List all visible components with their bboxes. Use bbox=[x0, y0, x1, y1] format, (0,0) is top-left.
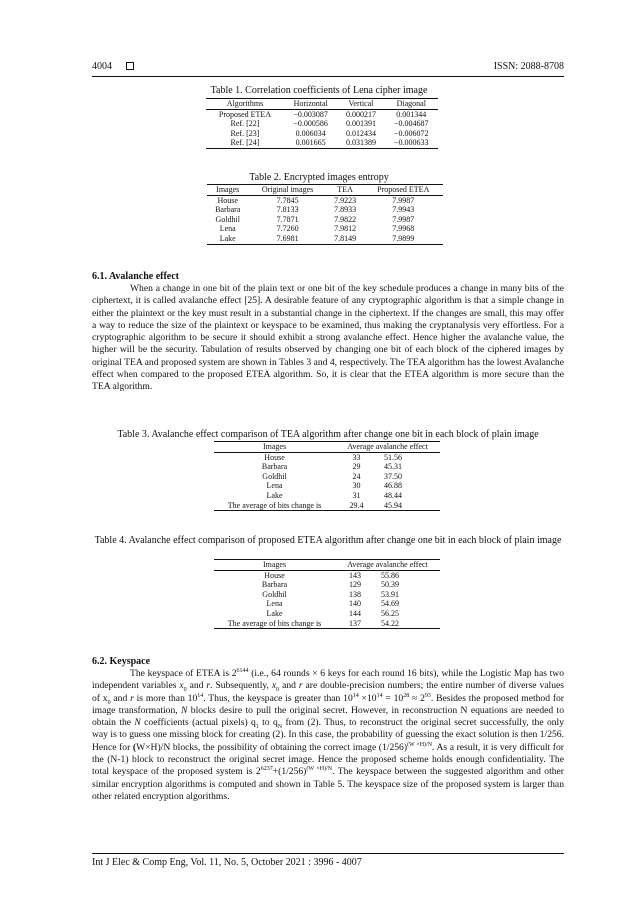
table-row bbox=[214, 491, 440, 501]
table-cell: 53.91 bbox=[381, 589, 400, 599]
table-cell: 0.001665 bbox=[284, 138, 337, 148]
table-cell: 29 bbox=[352, 462, 361, 472]
table3-header: Average avalanche effect bbox=[335, 442, 440, 453]
table-cell: Lena bbox=[266, 599, 283, 609]
section-6-2-paragraph: The keyspace of ETEA is $2^{6144}$ (i.e., 64 rounds × 6 keys for each round 16 bits), while the Logistic Map has two independent variables $x_0$ and r. Subsequently, $x_0$ and r are double-precision numbers; the entire number of diverse values of $x_0$ and r is more than $10^{14}$. Thus, the keyspace is greater than $10^{14} \times 10^{14} = 10^{28} \approx 2^{93}$. Besides the proposed method for image transformation, N blocks desire to pull the original secret. However, in reconstruction N equations are needed to obtain the N coefficients (actual pixels) $q_1$ to $q_N$ from (2). Thus, to reconstruct the original secret successfully, the only way is to guess one missing block for creating (2). In this case, the probability of guessing the exact solution is then 1/256. Hence for (W×H)/N blocks, the possibility of obtaining the correct image $(1/256)^{(W \times H)/N}$. As a result, it is very difficult for the (N-1) block to reconstruct the original secret image. Hence the proposed scheme holds enough confidentiality. The total keyspace of the proposed system is $2^{6237}+(1/256)^{(W \times H)/N}$. The keyspace between the suggested algorithm and other similar encryption algorithms is computed and shown in Table 5. The keyspace size of the proposed system is larger than other related encryption algorithms. bbox=[92, 667, 565, 802]
table-cell: 24 bbox=[352, 471, 361, 481]
table-cell: House bbox=[264, 452, 285, 462]
table-row bbox=[214, 580, 440, 590]
table3 bbox=[214, 441, 440, 511]
table-cell: Ref. [22] bbox=[230, 119, 260, 129]
table1-header: Diagonal bbox=[385, 99, 438, 110]
table-cell: 37.50 bbox=[383, 471, 402, 481]
table-cell: Barbara bbox=[261, 462, 288, 472]
table-cell: Barbara bbox=[261, 580, 288, 590]
table-cell: Ref. [23] bbox=[230, 128, 260, 138]
table-cell: 129 bbox=[349, 580, 362, 590]
table-cell: 7.9943 bbox=[392, 205, 415, 215]
table-cell: 7.6981 bbox=[248, 234, 326, 244]
table-cell: −0.006072 bbox=[394, 128, 429, 138]
table4-header: Average avalanche effect bbox=[335, 560, 440, 571]
table-cell: Lake bbox=[207, 234, 248, 244]
table3-header: Images bbox=[214, 442, 335, 453]
table-cell: Proposed ETEA bbox=[218, 109, 272, 119]
table-cell: 54.69 bbox=[381, 599, 400, 609]
table-cell: 7.8133 bbox=[276, 205, 299, 215]
table-row bbox=[206, 109, 438, 119]
table-cell: 33 bbox=[352, 452, 361, 462]
table-cell: Lake bbox=[266, 490, 283, 500]
table-cell: House bbox=[264, 570, 285, 580]
table-row bbox=[214, 609, 440, 619]
table-cell: The average of bits change is bbox=[214, 501, 335, 511]
table4-caption: Table 4. Avalanche effect comparison of proposed ETEA algorithm after change one bit in each block of plain image bbox=[94, 535, 562, 546]
table1-header: Vertical bbox=[337, 99, 384, 110]
table2-header: Original images bbox=[248, 185, 326, 196]
table-cell: The average of bits change is bbox=[214, 619, 335, 629]
table-cell: 7.9223 bbox=[334, 195, 357, 205]
table-cell: 7.9987 bbox=[392, 214, 415, 224]
table-cell: Lena bbox=[219, 224, 236, 234]
table-cell: 50.39 bbox=[381, 580, 400, 590]
table2 bbox=[207, 184, 443, 245]
table-row bbox=[206, 119, 438, 129]
table-cell: 51.56 bbox=[383, 452, 402, 462]
table-cell: 54.22 bbox=[375, 619, 440, 629]
table-row bbox=[207, 205, 443, 215]
table-cell: −0.003087 bbox=[293, 109, 328, 119]
table-cell: Lena bbox=[266, 481, 283, 491]
section-6-1-title: 6.1. Avalanche effect bbox=[92, 271, 180, 282]
table-cell: 56.25 bbox=[381, 608, 400, 618]
table-row bbox=[206, 129, 438, 139]
table-row bbox=[214, 462, 440, 472]
table-row bbox=[207, 234, 443, 244]
table-row bbox=[214, 452, 440, 462]
table-row bbox=[214, 619, 440, 629]
table-cell: Ref. [24] bbox=[206, 138, 284, 148]
table-cell: 0.001391 bbox=[345, 119, 376, 129]
table-cell: 138 bbox=[349, 589, 362, 599]
table2-header: Images bbox=[207, 185, 248, 196]
table-cell: 0.031389 bbox=[337, 138, 384, 148]
table-row bbox=[207, 215, 443, 225]
table-cell: 30 bbox=[352, 481, 361, 491]
table-cell: 29.4 bbox=[335, 501, 378, 511]
table-cell: 7.9822 bbox=[334, 214, 357, 224]
footer-rule bbox=[92, 853, 564, 854]
table-cell: 0.001344 bbox=[396, 109, 427, 119]
table-cell: −0.000633 bbox=[385, 138, 438, 148]
table-cell: 7.7871 bbox=[276, 214, 299, 224]
table2-header: TEA bbox=[327, 185, 364, 196]
table-cell: 45.31 bbox=[383, 462, 402, 472]
table-row bbox=[207, 195, 443, 205]
table-cell: Barbara bbox=[215, 205, 241, 215]
section-6-2-title: 6.2. Keyspace bbox=[92, 656, 151, 667]
table4-header: Images bbox=[214, 560, 335, 571]
table-cell: Lake bbox=[266, 608, 283, 618]
table-cell: 0.000217 bbox=[345, 109, 376, 119]
table-row bbox=[206, 138, 438, 148]
table1-caption: Table 1. Correlation coefficients of Lena cipher image bbox=[210, 85, 428, 96]
table-cell: 0.012434 bbox=[345, 128, 376, 138]
table-cell: 140 bbox=[349, 599, 362, 609]
table-cell: 7.9987 bbox=[392, 195, 415, 205]
table-cell: 7.7845 bbox=[276, 195, 299, 205]
header-rule bbox=[92, 76, 564, 77]
table-cell: 144 bbox=[349, 608, 362, 618]
table-cell: 7.8149 bbox=[327, 234, 364, 244]
issn: ISSN: 2088-8708 bbox=[493, 60, 564, 72]
table3-caption: Table 3. Avalanche effect comparison of TEA algorithm after change one bit in each block of plain image bbox=[117, 429, 539, 440]
table-cell: 31 bbox=[352, 490, 361, 500]
table-cell: 48.44 bbox=[383, 490, 402, 500]
table-row bbox=[207, 224, 443, 234]
table-cell: 7.9899 bbox=[363, 234, 443, 244]
table-cell: 7.7260 bbox=[276, 224, 299, 234]
table-cell: Goldhil bbox=[262, 589, 287, 599]
table-cell: House bbox=[217, 195, 238, 205]
table-cell: 45.94 bbox=[378, 501, 440, 511]
table-row bbox=[214, 481, 440, 491]
square-bullet-icon bbox=[126, 62, 134, 70]
table-cell: 7.8933 bbox=[334, 205, 357, 215]
table1-header: Horizontal bbox=[284, 99, 337, 110]
table-row bbox=[214, 590, 440, 600]
table4 bbox=[214, 559, 440, 629]
table-cell: 7.9812 bbox=[334, 224, 357, 234]
table-cell: 46.88 bbox=[383, 481, 402, 491]
section-6-1-paragraph: When a change in one bit of the plain text or one bit of the key schedule produces a change in many bits of the ciphertext, it is called avalanche effect [25]. A desirable feature of any cryptographic algorithm is that a simple change in either the plaintext or the key must result in a substantial change in the ciphertext. If the changes are small, this may offer a way to reduce the size of the plaintext or keyspace to be examined, thus making the cryptanalysis very effortless. For a cryptographic algorithm to be secure it should exhibit a strong avalanche effect. Hence higher the avalanche value, the higher will be the security. Tabulation of results observed by changing one bit of each block of the ciphered images by original TEA and proposed system are shown in Tables 3 and 4, respectively. The TEA algorithm has the lowest Avalanche effect when compared to the proposed ETEA algorithm. So, it is clear that the ETEA algorithm is more secure than the TEA algorithm. bbox=[92, 283, 564, 393]
table-cell: 143 bbox=[349, 570, 362, 580]
table-cell: 137 bbox=[335, 619, 375, 629]
running-header bbox=[92, 58, 564, 74]
page-number: 4004 bbox=[92, 60, 112, 72]
table-cell: −0.004687 bbox=[394, 119, 429, 129]
table-cell: Goldhil bbox=[262, 471, 287, 481]
table-row bbox=[214, 599, 440, 609]
table-row bbox=[214, 472, 440, 482]
table2-header: Proposed ETEA bbox=[363, 185, 443, 196]
table-row bbox=[214, 501, 440, 511]
footer-citation: Int J Elec & Comp Eng, Vol. 11, No. 5, October 2021 : 3996 - 4007 bbox=[92, 857, 362, 868]
table1 bbox=[206, 98, 438, 149]
table2-caption: Table 2. Encrypted images entropy bbox=[249, 172, 389, 183]
table-cell: 55.86 bbox=[381, 570, 400, 580]
table-cell: 0.006034 bbox=[295, 128, 326, 138]
table-cell: 7.9968 bbox=[392, 224, 415, 234]
table-cell: −0.000586 bbox=[293, 119, 328, 129]
table-row bbox=[214, 570, 440, 580]
table1-header: Algorithms bbox=[206, 99, 284, 110]
table-cell: Goldhil bbox=[215, 214, 240, 224]
